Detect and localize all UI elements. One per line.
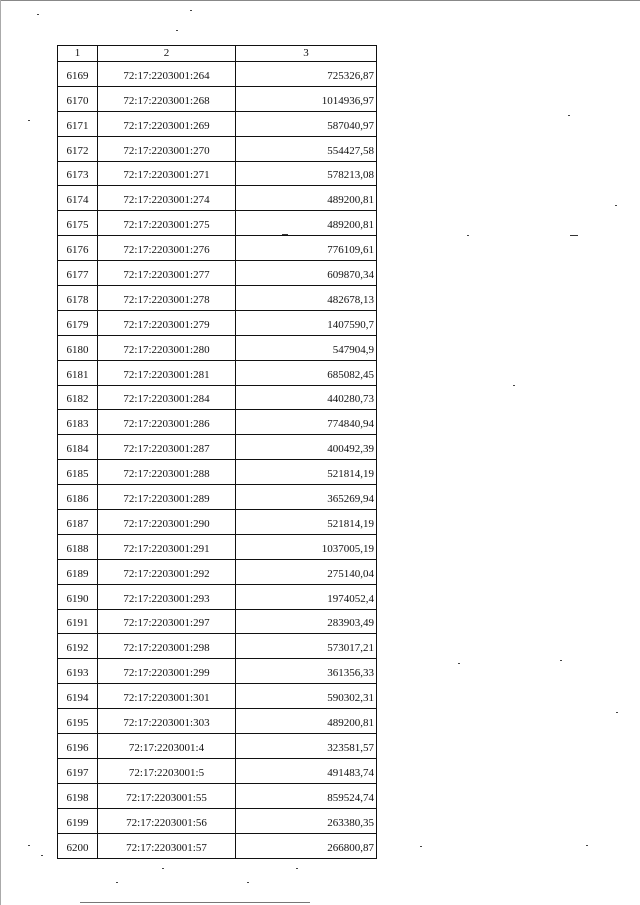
scan-speck: [420, 846, 422, 847]
cadastral-value-cell: 400492,39: [236, 435, 377, 460]
column-header-3: 3: [236, 46, 377, 62]
scan-speck: [467, 235, 469, 236]
table-row: [58, 86, 377, 111]
cadastral-value-cell: 489200,81: [236, 211, 377, 236]
cadastral-value-cell: 554427,58: [236, 136, 377, 161]
cadastral-number-cell: 72:17:2203001:297: [98, 609, 236, 634]
table-row: [58, 709, 377, 734]
table-row: [58, 833, 377, 858]
cadastral-number-cell: 72:17:2203001:275: [98, 211, 236, 236]
table-row: [58, 62, 377, 87]
cadastral-number-cell: 72:17:2203001:55: [98, 783, 236, 808]
cadastral-number-cell: 72:17:2203001:56: [98, 808, 236, 833]
row-number-cell: 6195: [58, 709, 98, 734]
table-row: [58, 360, 377, 385]
table-row: [58, 286, 377, 311]
row-number-cell: 6199: [58, 808, 98, 833]
scan-speck: [247, 882, 249, 883]
cadastral-value-cell: 263380,35: [236, 808, 377, 833]
cadastral-value-cell: 521814,19: [236, 510, 377, 535]
row-number-cell: 6171: [58, 111, 98, 136]
table-row: [58, 385, 377, 410]
row-number-cell: 6176: [58, 236, 98, 261]
cadastral-value-cell: 1014936,97: [236, 86, 377, 111]
scan-speck: [616, 712, 618, 713]
table-row: [58, 460, 377, 485]
cadastral-value-cell: 609870,34: [236, 261, 377, 286]
cadastral-number-cell: 72:17:2203001:5: [98, 758, 236, 783]
cadastral-value-cell: 685082,45: [236, 360, 377, 385]
row-number-cell: 6178: [58, 286, 98, 311]
scan-speck: [28, 120, 30, 121]
row-number-cell: 6179: [58, 310, 98, 335]
cadastral-value-cell: 547904,9: [236, 335, 377, 360]
cadastral-value-cell: 776109,61: [236, 236, 377, 261]
table-row: [58, 236, 377, 261]
cadastral-number-cell: 72:17:2203001:278: [98, 286, 236, 311]
table-row: [58, 335, 377, 360]
cadastral-value-cell: 482678,13: [236, 286, 377, 311]
cadastral-number-cell: 72:17:2203001:281: [98, 360, 236, 385]
table-row: [58, 485, 377, 510]
scan-edge-top: [0, 0, 640, 1]
table-row: [58, 783, 377, 808]
cadastral-number-cell: 72:17:2203001:284: [98, 385, 236, 410]
cadastral-number-cell: 72:17:2203001:279: [98, 310, 236, 335]
cadastral-number-cell: 72:17:2203001:268: [98, 86, 236, 111]
table-row: [58, 684, 377, 709]
table-row: [58, 734, 377, 759]
row-number-cell: 6182: [58, 385, 98, 410]
cadastral-value-cell: 1407590,7: [236, 310, 377, 335]
row-number-cell: 6188: [58, 534, 98, 559]
table-body: [58, 62, 377, 859]
row-number-cell: 6174: [58, 186, 98, 211]
cadastral-value-cell: 275140,04: [236, 559, 377, 584]
scan-speck: [28, 845, 30, 846]
cadastral-value-cell: 365269,94: [236, 485, 377, 510]
row-number-cell: 6191: [58, 609, 98, 634]
row-number-cell: 6181: [58, 360, 98, 385]
scan-speck: [41, 855, 43, 856]
cadastral-number-cell: 72:17:2203001:287: [98, 435, 236, 460]
scan-edge-left: [0, 0, 1, 905]
row-number-cell: 6187: [58, 510, 98, 535]
table-row: [58, 261, 377, 286]
row-number-cell: 6173: [58, 161, 98, 186]
cadastral-number-cell: 72:17:2203001:290: [98, 510, 236, 535]
scan-speck: [568, 115, 570, 116]
cadastral-value-table: [57, 45, 377, 859]
cadastral-number-cell: 72:17:2203001:299: [98, 659, 236, 684]
scan-speck: [458, 663, 460, 664]
table-row: [58, 758, 377, 783]
cadastral-number-cell: 72:17:2203001:271: [98, 161, 236, 186]
scan-dash: [570, 235, 578, 236]
cadastral-value-cell: 573017,21: [236, 634, 377, 659]
cadastral-value-cell: 725326,87: [236, 62, 377, 87]
scan-speck: [586, 845, 588, 846]
table-row: [58, 634, 377, 659]
row-number-cell: 6170: [58, 86, 98, 111]
scan-speck: [615, 205, 617, 206]
scan-speck: [513, 385, 515, 386]
table-row: [58, 510, 377, 535]
header-row: [58, 46, 377, 62]
cadastral-value-cell: 266800,87: [236, 833, 377, 858]
cadastral-number-cell: 72:17:2203001:301: [98, 684, 236, 709]
table-row: [58, 161, 377, 186]
cadastral-number-cell: 72:17:2203001:270: [98, 136, 236, 161]
row-number-cell: 6200: [58, 833, 98, 858]
cadastral-value-cell: 489200,81: [236, 186, 377, 211]
scan-speck: [37, 14, 39, 15]
cadastral-number-cell: 72:17:2203001:57: [98, 833, 236, 858]
table-row: [58, 808, 377, 833]
row-number-cell: 6175: [58, 211, 98, 236]
column-header-1: 1: [58, 46, 98, 62]
table-row: [58, 111, 377, 136]
table-header: [58, 46, 377, 62]
cadastral-value-cell: 859524,74: [236, 783, 377, 808]
row-number-cell: 6190: [58, 584, 98, 609]
cadastral-number-cell: 72:17:2203001:291: [98, 534, 236, 559]
table-row: [58, 211, 377, 236]
table-row: [58, 659, 377, 684]
cadastral-value-cell: 1974052,4: [236, 584, 377, 609]
cadastral-number-cell: 72:17:2203001:269: [98, 111, 236, 136]
row-number-cell: 6180: [58, 335, 98, 360]
row-number-cell: 6183: [58, 410, 98, 435]
cadastral-number-cell: 72:17:2203001:286: [98, 410, 236, 435]
cadastral-number-cell: 72:17:2203001:4: [98, 734, 236, 759]
row-number-cell: 6169: [58, 62, 98, 87]
cadastral-number-cell: 72:17:2203001:277: [98, 261, 236, 286]
table-row: [58, 534, 377, 559]
scan-speck: [560, 660, 562, 661]
table-row: [58, 310, 377, 335]
table-row: [58, 584, 377, 609]
scan-speck: [176, 30, 178, 31]
row-number-cell: 6184: [58, 435, 98, 460]
cadastral-number-cell: 72:17:2203001:276: [98, 236, 236, 261]
row-number-cell: 6192: [58, 634, 98, 659]
table-row: [58, 559, 377, 584]
scan-speck: [116, 882, 118, 883]
cadastral-number-cell: 72:17:2203001:292: [98, 559, 236, 584]
cadastral-number-cell: 72:17:2203001:280: [98, 335, 236, 360]
scan-edge-bottom: [80, 902, 310, 903]
table-row: [58, 410, 377, 435]
cadastral-value-cell: 491483,74: [236, 758, 377, 783]
cadastral-number-cell: 72:17:2203001:264: [98, 62, 236, 87]
row-number-cell: 6189: [58, 559, 98, 584]
cadastral-value-cell: 440280,73: [236, 385, 377, 410]
row-number-cell: 6198: [58, 783, 98, 808]
table-row: [58, 186, 377, 211]
cadastral-number-cell: 72:17:2203001:289: [98, 485, 236, 510]
cadastral-value-cell: 587040,97: [236, 111, 377, 136]
scan-speck: [296, 868, 298, 869]
cadastral-number-cell: 72:17:2203001:298: [98, 634, 236, 659]
table-row: [58, 136, 377, 161]
scan-speck: [162, 868, 164, 869]
table-row: [58, 435, 377, 460]
cadastral-value-cell: 590302,31: [236, 684, 377, 709]
cadastral-number-cell: 72:17:2203001:293: [98, 584, 236, 609]
row-number-cell: 6177: [58, 261, 98, 286]
cadastral-value-cell: 361356,33: [236, 659, 377, 684]
cadastral-value-cell: 489200,81: [236, 709, 377, 734]
cadastral-number-cell: 72:17:2203001:288: [98, 460, 236, 485]
row-number-cell: 6193: [58, 659, 98, 684]
column-header-2: 2: [98, 46, 236, 62]
cadastral-value-cell: 774840,94: [236, 410, 377, 435]
row-number-cell: 6185: [58, 460, 98, 485]
row-number-cell: 6196: [58, 734, 98, 759]
row-number-cell: 6194: [58, 684, 98, 709]
scan-speck: [190, 10, 192, 11]
cadastral-value-cell: 283903,49: [236, 609, 377, 634]
row-number-cell: 6197: [58, 758, 98, 783]
row-number-cell: 6186: [58, 485, 98, 510]
cadastral-value-cell: 521814,19: [236, 460, 377, 485]
cadastral-value-cell: 323581,57: [236, 734, 377, 759]
table-row: [58, 609, 377, 634]
cadastral-number-cell: 72:17:2203001:274: [98, 186, 236, 211]
cadastral-value-cell: 578213,08: [236, 161, 377, 186]
cadastral-number-cell: 72:17:2203001:303: [98, 709, 236, 734]
cadastral-value-cell: 1037005,19: [236, 534, 377, 559]
row-number-cell: 6172: [58, 136, 98, 161]
